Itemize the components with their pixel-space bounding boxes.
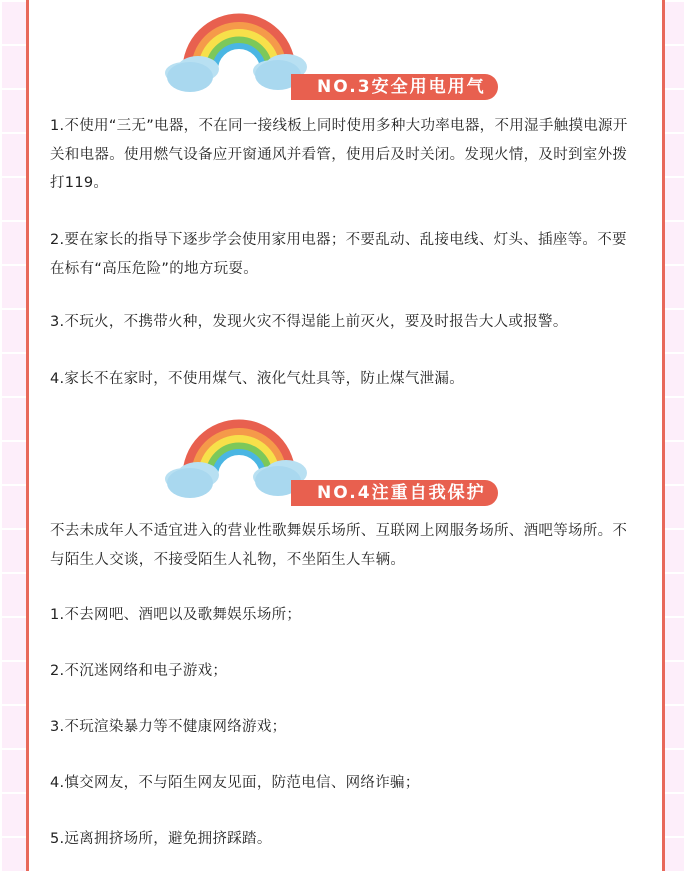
list-item: 4.慎交网友，不与陌生网友见面，防范电信、网络诈骗； bbox=[50, 775, 420, 791]
paragraph: 3.不玩火，不携带火种，发现火灾不得逞能上前灭火，要及时报告大人或报警。 bbox=[50, 314, 568, 330]
paragraph: 1.不使用“三无”电器，不在同一接线板上同时使用多种大功率电器，不用湿手触摸电源开关和电器。使用燃气设备应开窗通风并看管，使用后及时关闭。发现火情，及时到室外拨打119。 bbox=[50, 118, 628, 191]
cloud-icon bbox=[167, 62, 213, 92]
paragraph: 4.家长不在家时，不使用煤气、液化气灶具等，防止煤气泄漏。 bbox=[50, 371, 465, 387]
article-card bbox=[26, 0, 665, 871]
list-item: 3.不玩渲染暴力等不健康网络游戏； bbox=[50, 719, 287, 735]
section-header-4 bbox=[29, 416, 662, 503]
list-item: 2.不沉迷网络和电子游戏； bbox=[50, 663, 228, 679]
section-header-3 bbox=[29, 10, 662, 97]
paragraph: 不去未成年人不适宜进入的营业性歌舞娱乐场所、互联网上网服务场所、酒吧等场所。不与陌生人交谈，不接受陌生人礼物，不坐陌生人车辆。 bbox=[50, 523, 628, 568]
cloud-icon bbox=[167, 468, 213, 498]
section-badge: NO.4注重自我保护 bbox=[291, 480, 498, 506]
paragraph: 2.要在家长的指导下逐步学会使用家用电器；不要乱动、乱接电线、灯头、插座等。不要在标有“高压危险”的地方玩耍。 bbox=[50, 232, 627, 277]
section-badge: NO.3安全用电用气 bbox=[291, 74, 498, 100]
list-item: 5.远离拥挤场所，避免拥挤踩踏。 bbox=[50, 831, 272, 847]
list-item: 1.不去网吧、酒吧以及歌舞娱乐场所； bbox=[50, 607, 302, 623]
